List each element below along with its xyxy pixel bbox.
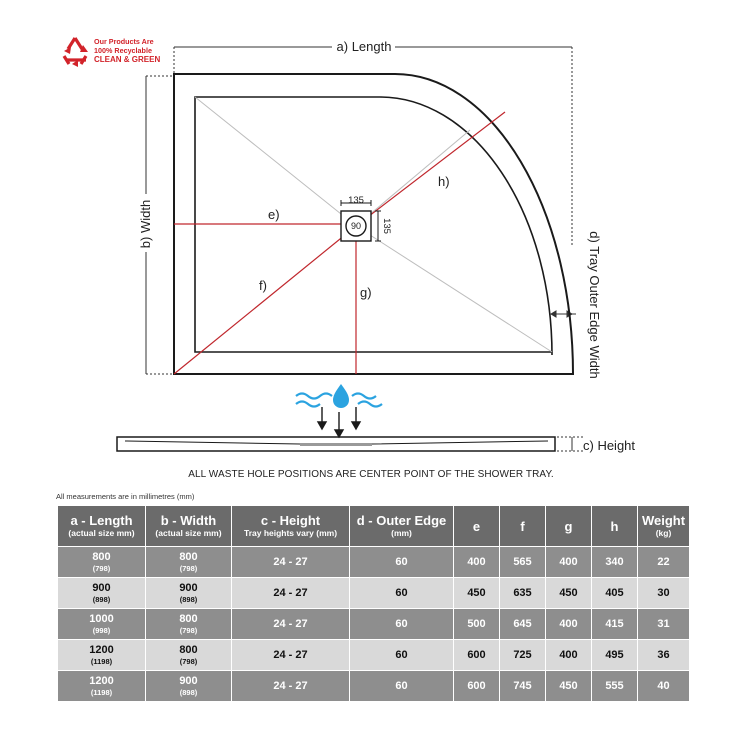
table-row: 1200 (1198) 800 (798) 24 - 27 60 600 725 400 495 36 bbox=[58, 640, 690, 671]
table-row: 1000 (998) 800 (798) 24 - 27 60 500 645 400 415 31 bbox=[58, 609, 690, 640]
water-drop-icon bbox=[296, 384, 382, 408]
badge-line-3: CLEAN & GREEN bbox=[94, 55, 161, 64]
down-arrows-icon bbox=[318, 407, 360, 437]
label-g: g) bbox=[360, 285, 372, 300]
measurement-lines bbox=[174, 112, 505, 374]
outer-edge-dimension bbox=[551, 311, 576, 317]
table-row: 900 (898) 900 (898) 24 - 27 60 450 635 450 405 30 bbox=[58, 578, 690, 609]
label-f: f) bbox=[259, 278, 267, 293]
waste-inner-label: 90 bbox=[350, 221, 362, 231]
header-f: f bbox=[500, 506, 546, 547]
header-height: c - Height Tray heights vary (mm) bbox=[232, 506, 350, 547]
tray-inner-outline bbox=[195, 97, 552, 355]
measure-h bbox=[356, 112, 505, 226]
units-note: All measurements are in millimetres (mm) bbox=[56, 492, 195, 501]
header-g: g bbox=[546, 506, 592, 547]
waste-position-note: ALL WASTE HOLE POSITIONS ARE CENTER POINT OF THE SHOWER TRAY. bbox=[188, 469, 554, 480]
header-h: h bbox=[592, 506, 638, 547]
size-table bbox=[57, 505, 690, 702]
outer-edge-label: d) Tray Outer Edge Width bbox=[587, 231, 602, 379]
label-e: e) bbox=[268, 207, 280, 222]
header-e: e bbox=[454, 506, 500, 547]
header-length: a - Length (actual size mm) bbox=[58, 506, 146, 547]
label-h: h) bbox=[438, 174, 450, 189]
width-label: b) Width bbox=[138, 199, 153, 249]
header-weight: Weight (kg) bbox=[638, 506, 690, 547]
waste-side-label: 135 bbox=[381, 218, 392, 234]
table-row: 1200 (1198) 900 (898) 24 - 27 60 600 745 450 555 40 bbox=[58, 671, 690, 702]
header-width: b - Width (actual size mm) bbox=[146, 506, 232, 547]
table-row: 800 (798) 800 (798) 24 - 27 60 400 565 400 340 22 bbox=[58, 547, 690, 578]
badge-line-2: 100% Recyclable bbox=[94, 46, 152, 55]
badge-line-1: Our Products Are bbox=[94, 37, 154, 46]
height-label: c) Height bbox=[583, 438, 636, 453]
length-label: a) Length bbox=[336, 39, 392, 54]
length-dimension bbox=[174, 47, 572, 245]
table-header-row bbox=[58, 506, 690, 547]
header-outer-edge: d - Outer Edge (mm) bbox=[350, 506, 454, 547]
waste-outer-label: 135 bbox=[348, 195, 364, 206]
tray-profile bbox=[117, 437, 583, 451]
